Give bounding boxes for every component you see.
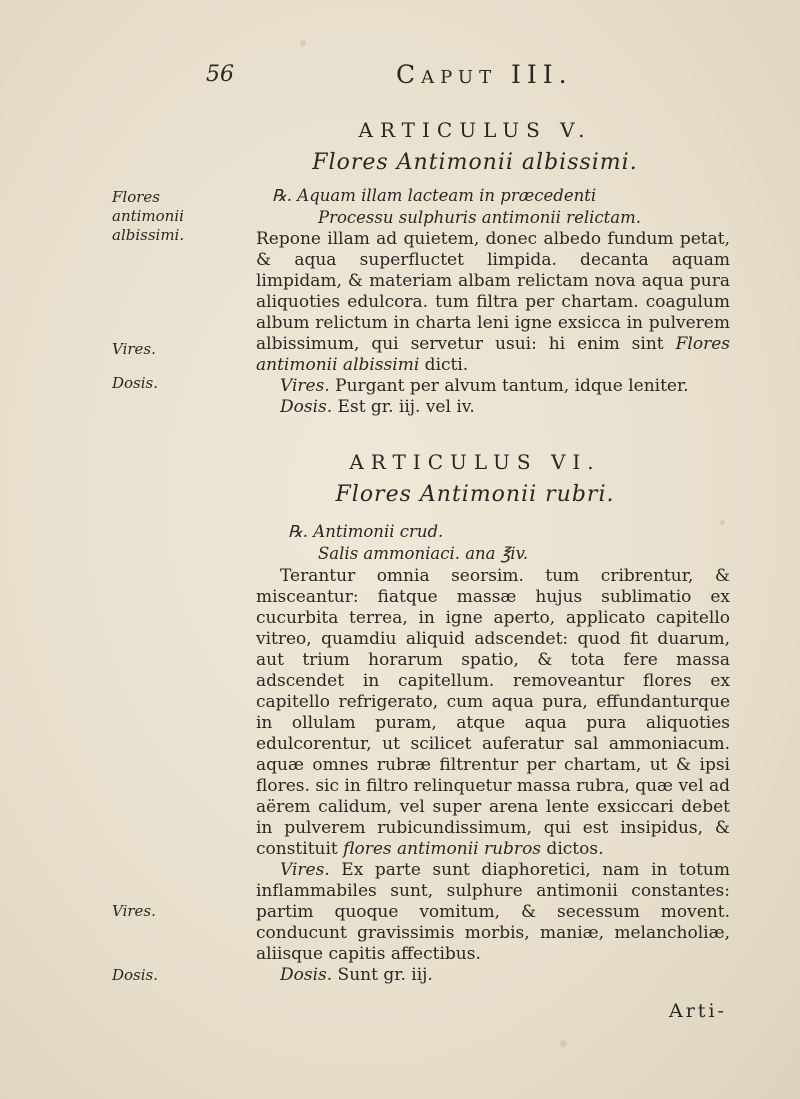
article-5-vires-text: Purgant per alvum tantum, idque leniter. (329, 376, 689, 396)
article-5-paragraph-text: Repone illam ad quietem, donec albedo fundum petat, & aqua superfluctet limpida. decanta aquam limpidam, & materiam albam relictam nova aqua pura aliquoties edulcora. tum filtra per chartam. coagulum album relictum in charta leni igne exsicca in pulverem albissimum, qui servetur usui: hi enim sint (256, 229, 730, 354)
paper-stain (300, 40, 306, 46)
article-6-title: Flores Antimonii rubri. (335, 482, 615, 507)
article-6-dosis-label: Dosis. (280, 965, 333, 985)
article-6-paragraph-italic: flores antimonii rubros (343, 839, 542, 859)
catchword: Arti- (669, 1000, 727, 1022)
article-6-body (256, 566, 730, 986)
article-6-vires-label: Vires. (280, 860, 330, 880)
article-5-heading: ARTICULUS V. (358, 118, 592, 142)
paper-stain (720, 520, 725, 525)
margin-note-flores-line-2: antimonii (112, 207, 184, 225)
margin-note-flores (112, 188, 208, 245)
margin-note-dosis-2: Dosis. (112, 966, 159, 984)
paper-stain (560, 1040, 567, 1047)
article-6-dosis-text: Sunt gr. iij. (332, 965, 433, 985)
article-6-heading: ARTICULUS VI. (349, 450, 601, 474)
article-5-paragraph-end: dicti. (419, 355, 469, 375)
article-6-paragraph-end: dictos. (541, 839, 604, 859)
margin-note-dosis-1: Dosis. (112, 374, 159, 392)
article-5-title: Flores Antimonii albissimi. (312, 150, 638, 175)
article-5-dosis (256, 397, 730, 418)
article-5-dosis-label: Dosis. (280, 397, 333, 417)
margin-note-vires-1: Vires. (112, 340, 156, 358)
page-number: 56 (206, 62, 234, 87)
article-5-dosis-text: Est gr. iij. vel iv. (332, 397, 475, 417)
article-5-paragraph (256, 229, 730, 376)
article-5-body (256, 229, 730, 418)
article-6-paragraph-text: Terantur omnia seorsim. tum cribrentur, & misceantur: fiatque massæ hujus sublimatio ex cucurbita terrea, in igne aperto, applicato capitello vitreo, quamdiu aliquid adscendet: quod fit duarum, aut trium horarum spatio, & tota fere massa adscendet in capitellum. removeantur flores ex capitello refrigerato, cum aqua pura, effundanturque in ollulam puram, atque aqua pura aliquoties edulcorentur, ut scilicet auferatur sal ammoniacum. aquæ omnes rubræ filtrentur per chartam, ut & ipsi flores. sic in filtro relinquetur massa rubra, quæ vel ad aërem calidum, vel super arena lente exsiccari debet in pulverem rubicundissimum, qui est insipidus, & constituit (256, 566, 730, 859)
article-6-vires-text: Ex parte sunt diaphoretici, nam in totum inflammabiles sunt, sulphure antimonii constantes: partim quoque vomitum, & secessum movent. conducunt gravissimis morbis, maniæ, melancholiæ, aliisque capitis affectibus. (256, 860, 730, 964)
article-6-recipe-line-1: ℞. Antimonii crud. (288, 522, 444, 541)
page-header (0, 60, 800, 94)
running-head: Caput III. (396, 60, 573, 89)
margin-note-flores-line-1: Flores (112, 188, 160, 206)
article-6-dosis (256, 965, 730, 986)
margin-note-vires-2: Vires. (112, 902, 156, 920)
article-5-vires-label: Vires. (280, 376, 330, 396)
margin-note-flores-line-3: albissimi. (112, 226, 185, 244)
article-5-paragraph-italic: Flores antimonii albissimi (256, 334, 730, 375)
article-6-paragraph (256, 566, 730, 860)
article-6-vires (256, 860, 730, 965)
article-5-recipe-line-2: Processu sulphuris antimonii relictam. (318, 208, 641, 227)
article-6-recipe-line-2: Salis ammoniaci. ana ℥iv. (318, 544, 529, 563)
article-5-vires (256, 376, 730, 397)
article-5-recipe-line-1: ℞. Aquam illam lacteam in præcedenti (272, 186, 597, 205)
